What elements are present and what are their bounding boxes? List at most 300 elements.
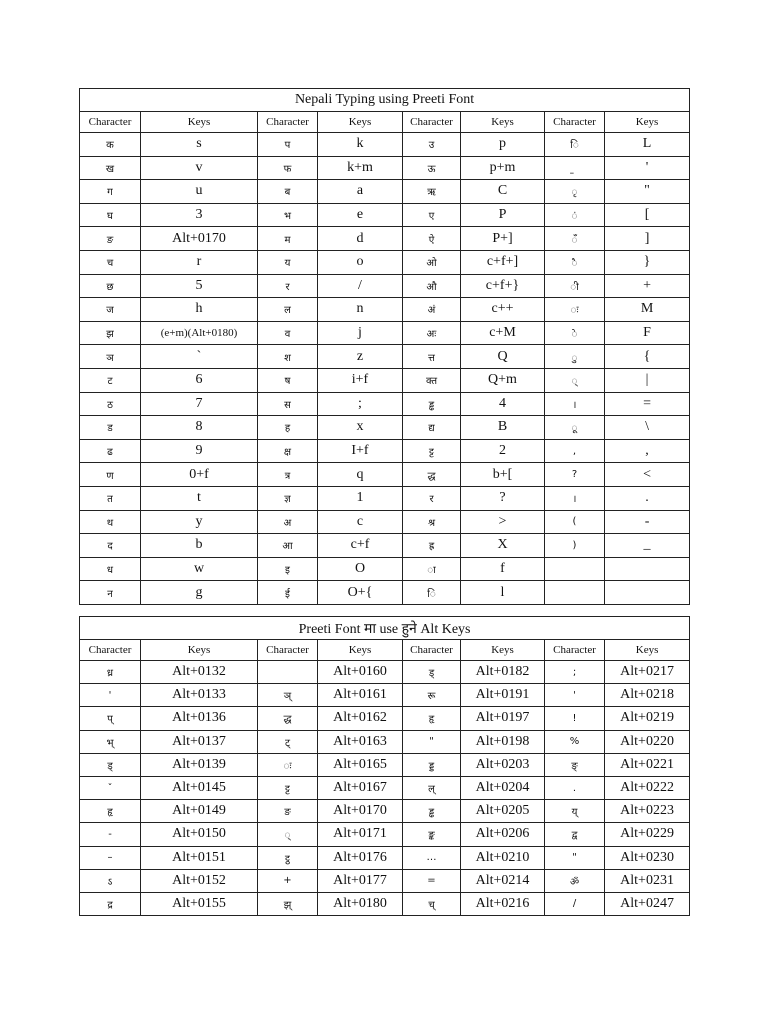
character-cell: त्त bbox=[403, 345, 461, 369]
table-row bbox=[80, 557, 690, 581]
character-cell: ङ bbox=[80, 227, 141, 251]
keys-cell: Alt+0216 bbox=[461, 892, 545, 915]
keys-cell: Alt+0229 bbox=[605, 823, 690, 846]
character-cell: ए bbox=[403, 203, 461, 227]
character-cell: ै bbox=[545, 250, 605, 274]
keys-cell: w bbox=[141, 557, 258, 581]
character-cell: … bbox=[403, 846, 461, 869]
header-keys: Keys bbox=[461, 112, 545, 133]
character-cell: ण bbox=[80, 463, 141, 487]
keys-cell: | bbox=[605, 368, 690, 392]
keys-cell: ' bbox=[605, 156, 690, 180]
character-cell: ड्ड bbox=[403, 753, 461, 776]
character-cell: द्र bbox=[80, 892, 141, 915]
preeti-typing-table bbox=[79, 88, 690, 605]
character-cell: ः bbox=[258, 753, 318, 776]
character-cell: घ bbox=[80, 203, 141, 227]
character-cell: ड् bbox=[403, 661, 461, 684]
character-cell: र bbox=[403, 486, 461, 510]
keys-cell: - bbox=[605, 510, 690, 534]
character-cell: ह bbox=[258, 416, 318, 440]
character-cell: . bbox=[545, 776, 605, 799]
keys-cell: M bbox=[605, 298, 690, 322]
table-row bbox=[80, 534, 690, 558]
character-cell: ड्ढ bbox=[403, 392, 461, 416]
character-cell: ऽ bbox=[80, 869, 141, 892]
character-cell: न bbox=[80, 581, 141, 605]
character-cell: भ् bbox=[80, 730, 141, 753]
keys-cell: ? bbox=[461, 486, 545, 510]
keys-cell: . bbox=[605, 486, 690, 510]
character-cell: च् bbox=[403, 892, 461, 915]
keys-cell: o bbox=[318, 250, 403, 274]
keys-cell: c+f bbox=[318, 534, 403, 558]
table-row bbox=[80, 730, 690, 753]
character-cell: झ् bbox=[258, 892, 318, 915]
character-cell: ञ् bbox=[258, 684, 318, 707]
character-cell: क्ष bbox=[258, 439, 318, 463]
character-cell: रू bbox=[403, 684, 461, 707]
keys-cell: Alt+0203 bbox=[461, 753, 545, 776]
keys-cell: Alt+0210 bbox=[461, 846, 545, 869]
header-character: Character bbox=[403, 112, 461, 133]
header-character: Character bbox=[403, 640, 461, 661]
character-cell bbox=[545, 156, 605, 180]
keys-cell: Alt+0165 bbox=[318, 753, 403, 776]
character-cell: ि bbox=[545, 133, 605, 157]
keys-cell: Alt+0197 bbox=[461, 707, 545, 730]
character-cell: अ bbox=[258, 510, 318, 534]
character-cell: ठ bbox=[80, 392, 141, 416]
keys-cell: c bbox=[318, 510, 403, 534]
keys-cell: Alt+0161 bbox=[318, 684, 403, 707]
keys-cell: Alt+0149 bbox=[141, 800, 258, 823]
keys-cell: Alt+0180 bbox=[318, 892, 403, 915]
keys-cell: Q+m bbox=[461, 368, 545, 392]
keys-cell: F bbox=[605, 321, 690, 345]
keys-cell: u bbox=[141, 180, 258, 204]
character-cell: र bbox=[258, 274, 318, 298]
keys-cell: e bbox=[318, 203, 403, 227]
character-cell: ध bbox=[80, 557, 141, 581]
character-cell: द bbox=[80, 534, 141, 558]
header-keys: Keys bbox=[605, 640, 690, 661]
character-cell: ( bbox=[545, 510, 605, 534]
table-row bbox=[80, 392, 690, 416]
keys-cell: Alt+0214 bbox=[461, 869, 545, 892]
character-cell: ' bbox=[545, 684, 605, 707]
keys-cell: (e+m)(Alt+0180) bbox=[141, 321, 258, 345]
character-cell: । bbox=[545, 392, 605, 416]
keys-cell: Alt+0152 bbox=[141, 869, 258, 892]
keys-cell: Alt+0205 bbox=[461, 800, 545, 823]
keys-cell: Alt+0132 bbox=[141, 661, 258, 684]
character-cell: ङ् bbox=[545, 753, 605, 776]
keys-cell: c++ bbox=[461, 298, 545, 322]
table-row bbox=[80, 800, 690, 823]
character-cell: ल् bbox=[403, 776, 461, 799]
table-row bbox=[80, 439, 690, 463]
keys-cell: / bbox=[318, 274, 403, 298]
table-row bbox=[80, 684, 690, 707]
keys-cell: Alt+0219 bbox=[605, 707, 690, 730]
table-row bbox=[80, 776, 690, 799]
character-cell: फ bbox=[258, 156, 318, 180]
keys-cell: n bbox=[318, 298, 403, 322]
table-row bbox=[80, 345, 690, 369]
keys-cell: h bbox=[141, 298, 258, 322]
character-cell: त्र bbox=[258, 463, 318, 487]
keys-cell: Alt+0150 bbox=[141, 823, 258, 846]
table-row bbox=[80, 486, 690, 510]
character-cell: ड्ढ bbox=[403, 800, 461, 823]
keys-cell: c+f+] bbox=[461, 250, 545, 274]
keys-cell bbox=[605, 581, 690, 605]
keys-cell: Alt+0162 bbox=[318, 707, 403, 730]
keys-cell: Alt+0198 bbox=[461, 730, 545, 753]
keys-cell: Alt+0221 bbox=[605, 753, 690, 776]
character-cell: उ bbox=[403, 133, 461, 157]
keys-cell: k+m bbox=[318, 156, 403, 180]
table-row bbox=[80, 661, 690, 684]
table-row bbox=[80, 298, 690, 322]
character-cell: ˇ bbox=[80, 776, 141, 799]
table-row bbox=[80, 274, 690, 298]
header-row bbox=[80, 640, 690, 661]
keys-cell: 4 bbox=[461, 392, 545, 416]
table-row bbox=[80, 581, 690, 605]
keys-cell: 1 bbox=[318, 486, 403, 510]
table-row bbox=[80, 368, 690, 392]
character-cell: थ bbox=[80, 510, 141, 534]
character-cell: छ bbox=[80, 274, 141, 298]
keys-cell: 2 bbox=[461, 439, 545, 463]
character-cell: ् bbox=[258, 823, 318, 846]
character-cell: + bbox=[258, 869, 318, 892]
keys-cell: L bbox=[605, 133, 690, 157]
table-row bbox=[80, 823, 690, 846]
character-cell: हृ bbox=[80, 800, 141, 823]
character-cell: आ bbox=[258, 534, 318, 558]
keys-cell: Alt+0151 bbox=[141, 846, 258, 869]
header-character: Character bbox=[80, 640, 141, 661]
character-cell: ङ bbox=[258, 800, 318, 823]
keys-cell: p+m bbox=[461, 156, 545, 180]
character-cell: - bbox=[80, 823, 141, 846]
keys-cell: B bbox=[461, 416, 545, 440]
keys-cell: x bbox=[318, 416, 403, 440]
table-row bbox=[80, 156, 690, 180]
character-cell: औ bbox=[403, 274, 461, 298]
table-row bbox=[80, 753, 690, 776]
character-cell: च bbox=[80, 250, 141, 274]
keys-cell: > bbox=[461, 510, 545, 534]
character-cell: ख bbox=[80, 156, 141, 180]
keys-cell: X bbox=[461, 534, 545, 558]
keys-cell: l bbox=[461, 581, 545, 605]
character-cell: ह्र bbox=[403, 534, 461, 558]
table-row bbox=[80, 510, 690, 534]
keys-cell: Alt+0171 bbox=[318, 823, 403, 846]
keys-cell: ` bbox=[141, 345, 258, 369]
character-cell: ! bbox=[545, 707, 605, 730]
character-cell: द्य bbox=[403, 416, 461, 440]
character-cell: ु bbox=[545, 345, 605, 369]
character-cell: अः bbox=[403, 321, 461, 345]
keys-cell: g bbox=[141, 581, 258, 605]
character-cell: म bbox=[258, 227, 318, 251]
keys-cell: Alt+0247 bbox=[605, 892, 690, 915]
character-cell: व bbox=[258, 321, 318, 345]
keys-cell: Alt+0177 bbox=[318, 869, 403, 892]
keys-cell: 0+f bbox=[141, 463, 258, 487]
character-cell: ऐ bbox=[403, 227, 461, 251]
keys-cell: 5 bbox=[141, 274, 258, 298]
header-keys: Keys bbox=[318, 112, 403, 133]
header-character: Character bbox=[258, 640, 318, 661]
character-cell: ट् bbox=[258, 730, 318, 753]
character-cell: ं bbox=[545, 203, 605, 227]
character-cell: – bbox=[80, 846, 141, 869]
character-cell: ? bbox=[545, 463, 605, 487]
character-cell bbox=[258, 661, 318, 684]
character-cell: ग bbox=[80, 180, 141, 204]
keys-cell: p bbox=[461, 133, 545, 157]
keys-cell: ] bbox=[605, 227, 690, 251]
keys-cell: y bbox=[141, 510, 258, 534]
header-keys: Keys bbox=[141, 112, 258, 133]
keys-cell: 3 bbox=[141, 203, 258, 227]
alt-keys-table bbox=[79, 616, 690, 916]
keys-cell: Alt+0170 bbox=[141, 227, 258, 251]
table-row bbox=[80, 463, 690, 487]
character-cell: त bbox=[80, 486, 141, 510]
header-keys: Keys bbox=[141, 640, 258, 661]
character-cell: ध्र bbox=[80, 661, 141, 684]
keys-cell: _ bbox=[605, 534, 690, 558]
table-row bbox=[80, 869, 690, 892]
character-cell: ल bbox=[258, 298, 318, 322]
keys-cell: Alt+0136 bbox=[141, 707, 258, 730]
character-cell: ऊ bbox=[403, 156, 461, 180]
table-row bbox=[80, 846, 690, 869]
character-cell: ट्ट bbox=[403, 439, 461, 463]
keys-cell: d bbox=[318, 227, 403, 251]
keys-cell: Alt+0204 bbox=[461, 776, 545, 799]
character-cell: ई bbox=[258, 581, 318, 605]
character-cell: " bbox=[545, 846, 605, 869]
character-cell: % bbox=[545, 730, 605, 753]
header-character: Character bbox=[545, 640, 605, 661]
keys-cell: Alt+0223 bbox=[605, 800, 690, 823]
keys-cell: a bbox=[318, 180, 403, 204]
header-character: Character bbox=[258, 112, 318, 133]
character-cell: ज bbox=[80, 298, 141, 322]
keys-cell: f bbox=[461, 557, 545, 581]
keys-cell: O bbox=[318, 557, 403, 581]
keys-cell: j bbox=[318, 321, 403, 345]
character-cell: ड् bbox=[80, 753, 141, 776]
table-row bbox=[80, 180, 690, 204]
keys-cell: < bbox=[605, 463, 690, 487]
character-cell: ट bbox=[80, 368, 141, 392]
table-row bbox=[80, 227, 690, 251]
character-cell: / bbox=[545, 892, 605, 915]
character-cell: ; bbox=[545, 661, 605, 684]
header-character: Character bbox=[80, 112, 141, 133]
table-row bbox=[80, 416, 690, 440]
character-cell: ) bbox=[545, 534, 605, 558]
character-cell: ँ bbox=[545, 227, 605, 251]
character-cell: ी bbox=[545, 274, 605, 298]
keys-cell: Alt+0218 bbox=[605, 684, 690, 707]
character-cell: श bbox=[258, 345, 318, 369]
character-cell: ज्ञ bbox=[258, 486, 318, 510]
keys-cell: Alt+0182 bbox=[461, 661, 545, 684]
character-cell: ड bbox=[80, 416, 141, 440]
keys-cell: b bbox=[141, 534, 258, 558]
keys-cell: s bbox=[141, 133, 258, 157]
header-keys: Keys bbox=[461, 640, 545, 661]
keys-cell: 7 bbox=[141, 392, 258, 416]
keys-cell: Alt+0206 bbox=[461, 823, 545, 846]
keys-cell: , bbox=[605, 439, 690, 463]
keys-cell: Alt+0230 bbox=[605, 846, 690, 869]
keys-cell: t bbox=[141, 486, 258, 510]
keys-cell: ; bbox=[318, 392, 403, 416]
table-row bbox=[80, 203, 690, 227]
keys-cell: [ bbox=[605, 203, 690, 227]
keys-cell: Alt+0217 bbox=[605, 661, 690, 684]
keys-cell: 8 bbox=[141, 416, 258, 440]
keys-cell: b+[ bbox=[461, 463, 545, 487]
character-cell: ब bbox=[258, 180, 318, 204]
character-cell: ् bbox=[545, 368, 605, 392]
keys-cell: Alt+0155 bbox=[141, 892, 258, 915]
character-cell: ू bbox=[545, 416, 605, 440]
keys-cell: k bbox=[318, 133, 403, 157]
character-cell bbox=[545, 581, 605, 605]
character-cell: ः bbox=[545, 298, 605, 322]
keys-cell: Q bbox=[461, 345, 545, 369]
keys-cell: c+M bbox=[461, 321, 545, 345]
keys-cell: P+] bbox=[461, 227, 545, 251]
character-cell: क्त bbox=[403, 368, 461, 392]
keys-cell: Alt+0139 bbox=[141, 753, 258, 776]
table-row bbox=[80, 133, 690, 157]
character-cell: ङ्क bbox=[403, 823, 461, 846]
keys-cell: \ bbox=[605, 416, 690, 440]
character-cell: ढ bbox=[80, 439, 141, 463]
keys-cell: Alt+0133 bbox=[141, 684, 258, 707]
character-cell: ा bbox=[403, 557, 461, 581]
character-cell: । bbox=[545, 486, 605, 510]
header-row bbox=[80, 112, 690, 133]
keys-cell: Alt+0145 bbox=[141, 776, 258, 799]
keys-cell: Alt+0160 bbox=[318, 661, 403, 684]
character-cell bbox=[545, 557, 605, 581]
keys-cell: } bbox=[605, 250, 690, 274]
keys-cell: Alt+0191 bbox=[461, 684, 545, 707]
character-cell: ष bbox=[258, 368, 318, 392]
keys-cell: Alt+0231 bbox=[605, 869, 690, 892]
character-cell: ि bbox=[403, 581, 461, 605]
character-cell: श्र bbox=[403, 510, 461, 534]
character-cell: ओ bbox=[403, 250, 461, 274]
table-row bbox=[80, 892, 690, 915]
character-cell: द्व bbox=[545, 823, 605, 846]
character-cell: = bbox=[403, 869, 461, 892]
character-cell: अं bbox=[403, 298, 461, 322]
keys-cell: { bbox=[605, 345, 690, 369]
keys-cell: = bbox=[605, 392, 690, 416]
character-cell: ' bbox=[80, 684, 141, 707]
character-cell: " bbox=[403, 730, 461, 753]
keys-cell: Alt+0220 bbox=[605, 730, 690, 753]
keys-cell: 9 bbox=[141, 439, 258, 463]
keys-cell: 6 bbox=[141, 368, 258, 392]
keys-cell: + bbox=[605, 274, 690, 298]
character-cell: हृ bbox=[403, 707, 461, 730]
keys-cell: C bbox=[461, 180, 545, 204]
keys-cell: Alt+0163 bbox=[318, 730, 403, 753]
table-row bbox=[80, 321, 690, 345]
keys-cell: q bbox=[318, 463, 403, 487]
character-cell: क bbox=[80, 133, 141, 157]
character-cell: ञ bbox=[80, 345, 141, 369]
header-keys: Keys bbox=[605, 112, 690, 133]
keys-cell: Alt+0170 bbox=[318, 800, 403, 823]
character-cell: झ bbox=[80, 321, 141, 345]
character-cell: प bbox=[258, 133, 318, 157]
table-title: Preeti Font मा use हुने Alt Keys bbox=[80, 617, 690, 640]
character-cell: प् bbox=[80, 707, 141, 730]
character-cell: ट्ट bbox=[258, 776, 318, 799]
keys-cell: P bbox=[461, 203, 545, 227]
character-cell: , bbox=[545, 439, 605, 463]
keys-cell: Alt+0222 bbox=[605, 776, 690, 799]
character-cell: ृ bbox=[545, 180, 605, 204]
keys-cell: c+f+} bbox=[461, 274, 545, 298]
keys-cell: Alt+0176 bbox=[318, 846, 403, 869]
character-cell: ॐ bbox=[545, 869, 605, 892]
keys-cell: O+{ bbox=[318, 581, 403, 605]
character-cell: द्ध bbox=[258, 707, 318, 730]
character-cell: े bbox=[545, 321, 605, 345]
table-title: Nepali Typing using Preeti Font bbox=[80, 89, 690, 112]
character-cell: भ bbox=[258, 203, 318, 227]
character-cell: ऋ bbox=[403, 180, 461, 204]
keys-cell: i+f bbox=[318, 368, 403, 392]
character-cell: य bbox=[258, 250, 318, 274]
character-cell: द्ध bbox=[403, 463, 461, 487]
character-cell: ट्ठ bbox=[258, 846, 318, 869]
keys-cell: Alt+0137 bbox=[141, 730, 258, 753]
keys-cell: " bbox=[605, 180, 690, 204]
character-cell: स bbox=[258, 392, 318, 416]
keys-cell: z bbox=[318, 345, 403, 369]
header-character: Character bbox=[545, 112, 605, 133]
character-cell: इ bbox=[258, 557, 318, 581]
table-row bbox=[80, 707, 690, 730]
header-keys: Keys bbox=[318, 640, 403, 661]
keys-cell: v bbox=[141, 156, 258, 180]
table-row bbox=[80, 250, 690, 274]
keys-cell bbox=[605, 557, 690, 581]
keys-cell: I+f bbox=[318, 439, 403, 463]
keys-cell: Alt+0167 bbox=[318, 776, 403, 799]
keys-cell: r bbox=[141, 250, 258, 274]
